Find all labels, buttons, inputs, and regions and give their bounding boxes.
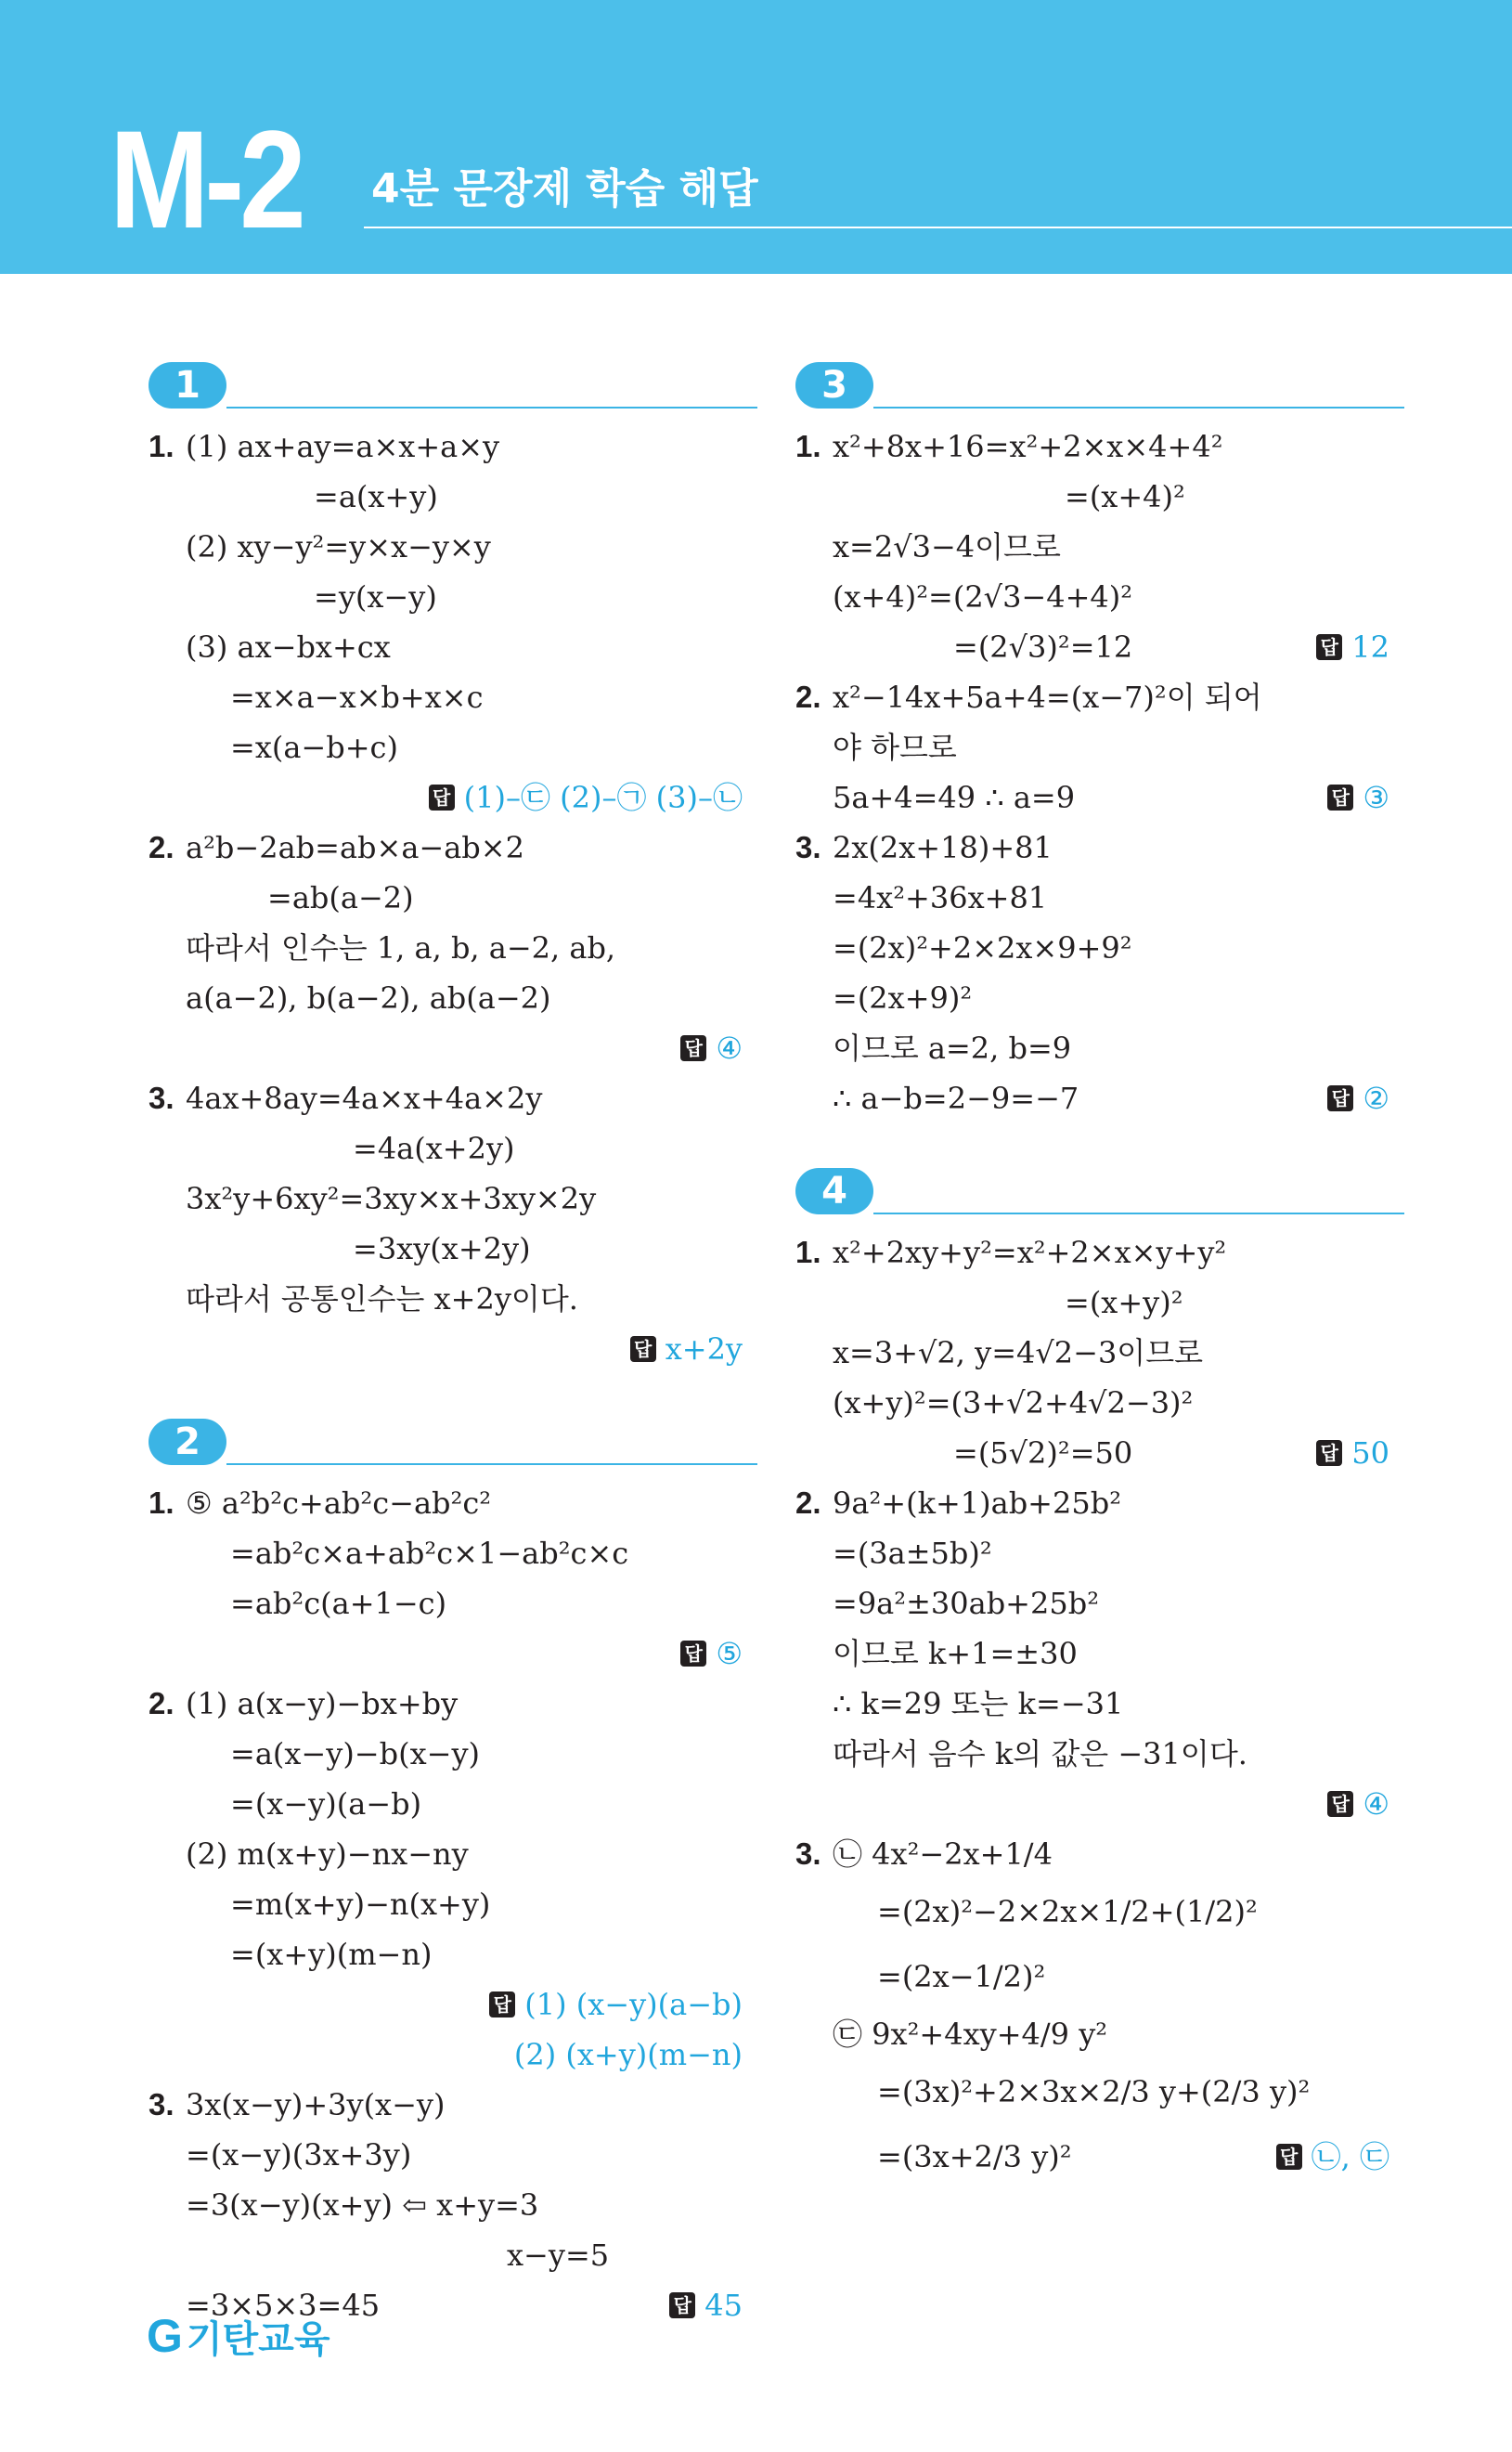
unit-code: M-2 xyxy=(110,101,302,257)
answer-icon: 답 xyxy=(630,1336,656,1362)
solution-line: =(x−y)(a−b) xyxy=(230,1786,422,1822)
problem-number: 3. xyxy=(149,2087,174,2121)
solution-line: a(a−2), b(a−2), ab(a−2) xyxy=(186,980,551,1016)
solution-line: =(3x)²+2×3x×2/3 y+(2/3 y)² xyxy=(877,2074,1311,2109)
solution-line: 1. x²+2xy+y²=x²+2×x×y+y² xyxy=(795,1227,1389,1278)
solution-line: 3. 4ax+8ay=4a×x+4a×2y xyxy=(149,1073,743,1123)
answer-icon: 답 xyxy=(1327,785,1353,811)
answer: 50 xyxy=(1351,1435,1389,1471)
answer-icon: 답 xyxy=(489,1991,515,2017)
answer-icon: 답 xyxy=(1327,1791,1353,1817)
solution-line: =(x+y)(m−n) xyxy=(230,1937,433,1972)
solution-line: 야 하므로 xyxy=(833,730,957,765)
solution-line: x−y=5 xyxy=(507,2238,610,2273)
solution-line: 따라서 공통인수는 x+2y이다. xyxy=(186,1281,578,1317)
solution-line: =(x+y)² xyxy=(1065,1285,1183,1320)
page-title: 4분 문장제 학습 해답 xyxy=(371,165,758,213)
answer: (2) (x+y)(m−n) xyxy=(513,2037,743,2072)
answer-line xyxy=(149,1324,743,1374)
solution-line: =(x−y)(3x+3y) xyxy=(186,2137,412,2173)
answer-line xyxy=(795,1073,1389,1123)
answer: 45 xyxy=(704,2288,743,2323)
solution-text: =3×5×3=45 xyxy=(186,2288,381,2323)
answer-icon: 답 xyxy=(1316,634,1342,660)
publisher-logo xyxy=(147,2309,330,2363)
solution-line: 3. 3x(x−y)+3y(x−y) xyxy=(149,2080,743,2130)
solution-line: (x+y)²=(3+√2+4√2−3)² xyxy=(833,1385,1194,1421)
solution-line: ∴ k=29 또는 k=−31 xyxy=(833,1686,1124,1721)
logo-text: 기탄교육 xyxy=(186,2318,330,2361)
solution-line: =3(x−y)(x+y) ⇦ x+y=3 xyxy=(186,2187,539,2223)
problem-number: 2. xyxy=(149,1686,174,1720)
problem-number: 1. xyxy=(149,1485,174,1520)
answer: 12 xyxy=(1351,629,1389,665)
answer-line xyxy=(795,2124,1389,2189)
solution-line: (2) xy−y²=y×x−y×y xyxy=(186,529,491,564)
answer-icon: 답 xyxy=(669,2292,695,2318)
section-badge: 3 xyxy=(795,362,873,409)
answer: ④ xyxy=(1363,1786,1389,1822)
solution-line: =a(x−y)−b(x−y) xyxy=(230,1736,480,1771)
solution-text: =(5√2)²=50 xyxy=(953,1435,1133,1471)
answer-line xyxy=(149,1979,743,2030)
solution-line: 3. ㉡ 4x²−2x+1/4 xyxy=(795,1829,1389,1879)
solution-line: 이므로 k+1=±30 xyxy=(833,1636,1078,1671)
answer-icon: 답 xyxy=(1276,2144,1302,2170)
solution-line: 2. a²b−2ab=ab×a−ab×2 xyxy=(149,823,743,873)
solution-line: =ab(a−2) xyxy=(267,880,414,915)
answer: x+2y xyxy=(665,1331,743,1367)
answer-line xyxy=(149,772,743,823)
problem-number: 2. xyxy=(795,680,821,714)
solution-line: 1. (1) ax+ay=a×x+a×y xyxy=(149,422,743,472)
solution-line: ㉢ 9x²+4xy+4/9 y² xyxy=(833,2017,1108,2052)
solution-line: 2. x²−14x+5a+4=(x−7)²이 되어 xyxy=(795,672,1389,722)
solution-line: =a(x+y) xyxy=(314,479,438,514)
answer: ② xyxy=(1363,1081,1389,1116)
solution-line: =y(x−y) xyxy=(314,579,437,615)
solution-line: 따라서 음수 k의 값은 −31이다. xyxy=(833,1736,1247,1771)
solution-line: =(2x)²+2×2x×9+9² xyxy=(833,930,1132,966)
answer-icon: 답 xyxy=(680,1641,706,1667)
answer-icon: 답 xyxy=(1327,1085,1353,1111)
left-column xyxy=(149,362,743,2330)
solution-line: =3xy(x+2y) xyxy=(353,1231,531,1266)
header-rule xyxy=(364,227,1512,228)
answer-icon: 답 xyxy=(429,785,455,811)
answer-line xyxy=(795,1428,1389,1478)
logo-mark: G xyxy=(147,2310,183,2362)
section-rule xyxy=(873,1213,1404,1214)
section-badge: 4 xyxy=(795,1168,873,1214)
right-column xyxy=(795,362,1389,2189)
solution-line: =4a(x+2y) xyxy=(353,1131,515,1166)
solution-line: =(3a±5b)² xyxy=(833,1536,992,1571)
solution-line: =(x+4)² xyxy=(1065,479,1185,514)
solution-line: 3x²y+6xy²=3xy×x+3xy×2y xyxy=(186,1181,597,1216)
solution-line: 2. (1) a(x−y)−bx+by xyxy=(149,1679,743,1729)
solution-line: =(2x)²−2×2x×1/2+(1/2)² xyxy=(877,1894,1258,1929)
solution-line: =ab²c(a+1−c) xyxy=(230,1586,447,1621)
section-header-1 xyxy=(149,362,743,414)
section-header-3 xyxy=(795,362,1389,414)
solution-line: =4x²+36x+81 xyxy=(833,880,1048,915)
solution-line: x=2√3−4이므로 xyxy=(833,529,1061,564)
problem-number: 3. xyxy=(149,1081,174,1115)
problem-number: 1. xyxy=(795,1235,821,1269)
page-header xyxy=(0,0,1512,274)
problem-number: 1. xyxy=(795,429,821,463)
solution-line: =(2x+9)² xyxy=(833,980,973,1016)
problem-number: 3. xyxy=(795,1836,821,1871)
section-rule xyxy=(226,1463,757,1465)
solution-text: ∴ a−b=2−9=−7 xyxy=(833,1081,1079,1116)
problem-number: 2. xyxy=(795,1485,821,1520)
section-rule xyxy=(873,407,1404,409)
solution-line: (x+4)²=(2√3−4+4)² xyxy=(833,579,1133,615)
solution-text: =(2√3)²=12 xyxy=(953,629,1133,665)
solution-line: =x×a−x×b+x×c xyxy=(230,680,484,715)
solution-line: x=3+√2, y=4√2−3이므로 xyxy=(833,1335,1204,1370)
section-badge: 2 xyxy=(149,1419,226,1465)
section-header-4 xyxy=(795,1168,1389,1220)
answer: (1) (x−y)(a−b) xyxy=(524,1987,743,2022)
answer-line xyxy=(795,772,1389,823)
answer: ㉡, ㉢ xyxy=(1311,2139,1389,2174)
answer-line xyxy=(795,622,1389,672)
answer: ③ xyxy=(1363,780,1389,815)
answer-line xyxy=(795,1779,1389,1829)
answer-line xyxy=(149,2030,743,2080)
problem-number: 2. xyxy=(149,830,174,864)
answer-line xyxy=(149,1628,743,1679)
solution-line: =(2x−1/2)² xyxy=(877,1959,1046,1994)
solution-line: =9a²±30ab+25b² xyxy=(833,1586,1100,1621)
solution-line: 따라서 인수는 1, a, b, a−2, ab, xyxy=(186,930,616,966)
problem-number: 1. xyxy=(149,429,174,463)
answer-line xyxy=(149,1023,743,1073)
solution-line: 3. 2x(2x+18)+81 xyxy=(795,823,1389,873)
answer: ④ xyxy=(716,1031,743,1066)
solution-line: =x(a−b+c) xyxy=(230,730,398,765)
solution-line: 1. ⑤ a²b²c+ab²c−ab²c² xyxy=(149,1478,743,1528)
solution-line: (2) m(x+y)−nx−ny xyxy=(186,1836,469,1872)
solution-line: 2. 9a²+(k+1)ab+25b² xyxy=(795,1478,1389,1528)
problem-number: 3. xyxy=(795,830,821,864)
answer-icon: 답 xyxy=(680,1035,706,1061)
section-badge: 1 xyxy=(149,362,226,409)
section-rule xyxy=(226,407,757,409)
solution-line: 이므로 a=2, b=9 xyxy=(833,1031,1072,1066)
solution-line: 1. x²+8x+16=x²+2×x×4+4² xyxy=(795,422,1389,472)
solution-line: (3) ax−bx+cx xyxy=(186,629,391,665)
answer: ⑤ xyxy=(716,1636,743,1671)
solution-text: 5a+4=49 ∴ a=9 xyxy=(833,780,1076,815)
solution-line: =ab²c×a+ab²c×1−ab²c×c xyxy=(230,1536,629,1571)
section-header-2 xyxy=(149,1419,743,1471)
answer: (1)–㉢ (2)–㉠ (3)–㉡ xyxy=(463,780,743,815)
solution-line: =m(x+y)−n(x+y) xyxy=(230,1887,491,1922)
answer-icon: 답 xyxy=(1316,1440,1342,1466)
solution-text: =(3x+2/3 y)² xyxy=(877,2139,1072,2174)
